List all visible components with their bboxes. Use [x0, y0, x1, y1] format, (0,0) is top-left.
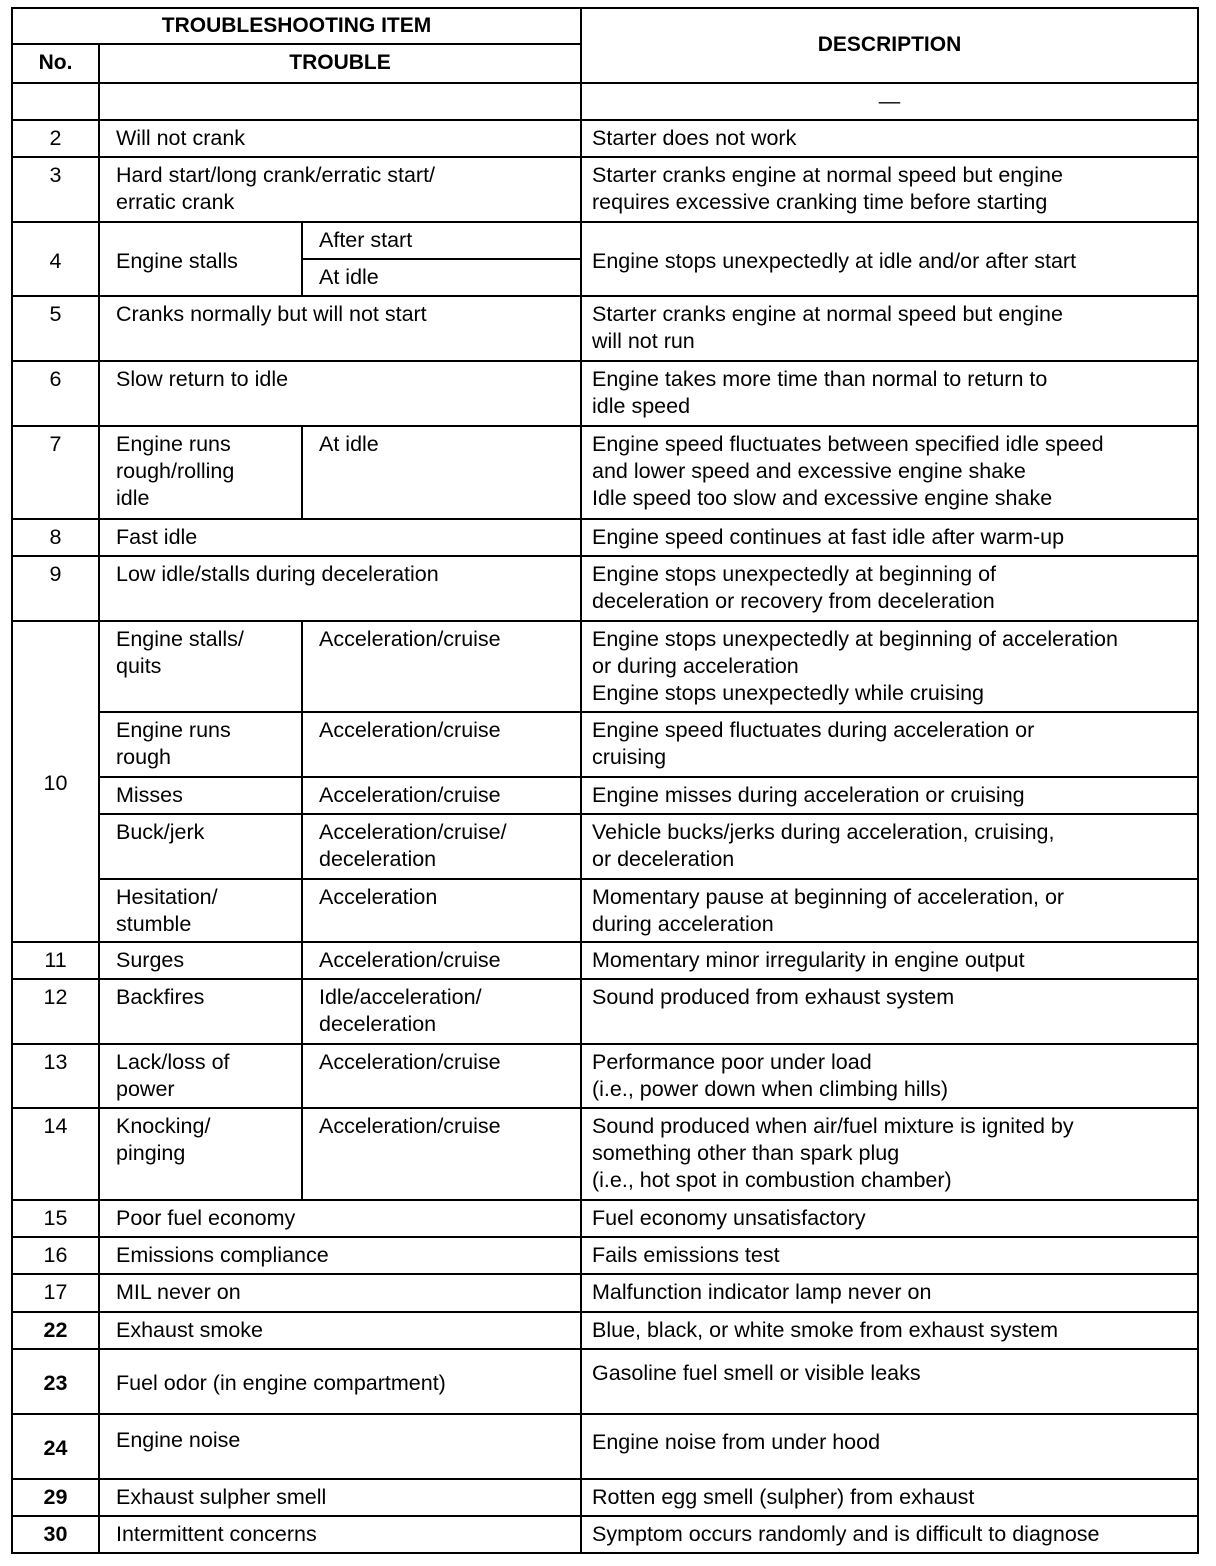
trouble-cell: Engine runs rough [99, 712, 302, 777]
table-row [12, 361, 1198, 426]
table-row [12, 222, 1198, 259]
table-row [12, 83, 1198, 120]
trouble-cell: Engine runs rough/rolling idle [99, 426, 302, 519]
table-row [12, 814, 1198, 879]
description-cell: Engine noise from under hood [581, 1414, 1198, 1479]
row-number: 30 [12, 1516, 99, 1553]
description-cell: Performance poor under load (i.e., power down when climbing hills) [581, 1044, 1198, 1108]
description-cell: Momentary minor irregularity in engine output [581, 942, 1198, 979]
row-number: 4 [12, 222, 99, 296]
row-number: 6 [12, 361, 99, 426]
row-number: 22 [12, 1312, 99, 1349]
condition-cell: At idle [302, 259, 581, 296]
description-cell: Vehicle bucks/jerks during acceleration, cruising, or deceleration [581, 814, 1198, 879]
condition-cell: Acceleration/cruise [302, 777, 581, 814]
description-cell: Engine speed continues at fast idle after warm-up [581, 519, 1198, 556]
table-row [12, 426, 1198, 519]
row-number: 13 [12, 1044, 99, 1108]
description-cell: Engine stops unexpectedly at beginning of deceleration or recovery from deceleration [581, 556, 1198, 621]
description-cell: Rotten egg smell (sulpher) from exhaust [581, 1479, 1198, 1516]
row-number: 29 [12, 1479, 99, 1516]
description-cell: — [581, 83, 1198, 120]
description-cell: Starter cranks engine at normal speed but engine will not run [581, 296, 1198, 361]
table-row [12, 1237, 1198, 1274]
description-cell: Engine speed fluctuates during acceleration or cruising [581, 712, 1198, 777]
condition-cell: Acceleration/cruise/ deceleration [302, 814, 581, 879]
trouble-cell: Misses [99, 777, 302, 814]
description-cell: Blue, black, or white smoke from exhaust system [581, 1312, 1198, 1349]
table-row [12, 1108, 1198, 1200]
table-row [12, 1200, 1198, 1237]
table-row [12, 879, 1198, 942]
row-number: 11 [12, 942, 99, 979]
condition-cell: Acceleration/cruise [302, 1044, 581, 1108]
trouble-cell: Exhaust sulpher smell [99, 1479, 581, 1516]
condition-cell: After start [302, 222, 581, 259]
description-cell: Engine takes more time than normal to return to idle speed [581, 361, 1198, 426]
trouble-cell: Exhaust smoke [99, 1312, 581, 1349]
trouble-cell: Fast idle [99, 519, 581, 556]
trouble-header: TROUBLE [99, 44, 581, 83]
trouble-cell: Low idle/stalls during deceleration [99, 556, 581, 621]
row-number: 7 [12, 426, 99, 519]
condition-cell: Acceleration/cruise [302, 712, 581, 777]
row-number: 2 [12, 120, 99, 157]
trouble-cell: Buck/jerk [99, 814, 302, 879]
table-row [12, 1414, 1198, 1479]
trouble-cell: Poor fuel economy [99, 1200, 581, 1237]
trouble-cell: Engine stalls/ quits [99, 621, 302, 712]
trouble-cell: Will not crank [99, 120, 581, 157]
trouble-cell: Emissions compliance [99, 1237, 581, 1274]
row-number: 3 [12, 157, 99, 222]
row-number: 5 [12, 296, 99, 361]
condition-cell: At idle [302, 426, 581, 519]
row-number: 23 [12, 1349, 99, 1414]
table-row [12, 296, 1198, 361]
description-cell: Fails emissions test [581, 1237, 1198, 1274]
description-cell: Malfunction indicator lamp never on [581, 1274, 1198, 1312]
trouble-cell: Fuel odor (in engine compartment) [99, 1349, 581, 1414]
description-cell: Engine stops unexpectedly at beginning of acceleration or during acceleration Engine stops unexpectedly while cruising [581, 621, 1198, 712]
table-row [12, 942, 1198, 979]
description-cell: Engine stops unexpectedly at idle and/or after start [581, 222, 1198, 296]
no-header: No. [12, 44, 99, 83]
trouble-cell: Engine stalls [99, 222, 302, 296]
trouble-cell [99, 83, 581, 120]
description-cell: Engine misses during acceleration or cruising [581, 777, 1198, 814]
table-row [12, 1516, 1198, 1553]
description-cell: Gasoline fuel smell or visible leaks [581, 1349, 1198, 1414]
description-cell: Sound produced when air/fuel mixture is ignited by something other than spark plug (i.e., hot spot in combustion chamber) [581, 1108, 1198, 1200]
table-row [12, 1479, 1198, 1516]
trouble-cell: Surges [99, 942, 302, 979]
row-number: 16 [12, 1237, 99, 1274]
condition-cell: Acceleration [302, 879, 581, 942]
troubleshooting-item-header: TROUBLESHOOTING ITEM [12, 8, 581, 44]
row-number: 15 [12, 1200, 99, 1237]
row-number: 24 [12, 1414, 99, 1479]
table-row [12, 120, 1198, 157]
description-header: DESCRIPTION [581, 8, 1198, 83]
description-cell: Sound produced from exhaust system [581, 979, 1198, 1044]
trouble-cell: MIL never on [99, 1274, 581, 1312]
description-cell: Engine speed fluctuates between specified idle speed and lower speed and excessive engine shake Idle speed too slow and excessive engine shake [581, 426, 1198, 519]
description-cell: Fuel economy unsatisfactory [581, 1200, 1198, 1237]
row-number: 14 [12, 1108, 99, 1200]
description-cell: Starter cranks engine at normal speed but engine requires excessive cranking time before starting [581, 157, 1198, 222]
trouble-cell: Knocking/ pinging [99, 1108, 302, 1200]
trouble-cell: Hesitation/ stumble [99, 879, 302, 942]
row-number: 10 [12, 621, 99, 942]
table-row [12, 712, 1198, 777]
troubleshooting-table [11, 7, 1199, 1554]
trouble-cell: Hard start/long crank/erratic start/ erratic crank [99, 157, 581, 222]
trouble-cell: Lack/loss of power [99, 1044, 302, 1108]
table-row [12, 1349, 1198, 1414]
description-cell: Starter does not work [581, 120, 1198, 157]
row-number: 17 [12, 1274, 99, 1312]
row-number: 8 [12, 519, 99, 556]
condition-cell: Acceleration/cruise [302, 621, 581, 712]
condition-cell: Idle/acceleration/ deceleration [302, 979, 581, 1044]
row-number [12, 83, 99, 120]
row-number: 9 [12, 556, 99, 621]
table-row [12, 1274, 1198, 1312]
table-row [12, 979, 1198, 1044]
trouble-cell: Engine noise [99, 1414, 581, 1479]
condition-cell: Acceleration/cruise [302, 1108, 581, 1200]
trouble-cell: Backfires [99, 979, 302, 1044]
trouble-cell: Intermittent concerns [99, 1516, 581, 1553]
table-row [12, 621, 1198, 712]
table-row [12, 1312, 1198, 1349]
row-number: 12 [12, 979, 99, 1044]
description-cell: Momentary pause at beginning of acceleration, or during acceleration [581, 879, 1198, 942]
table-row [12, 556, 1198, 621]
description-cell: Symptom occurs randomly and is difficult to diagnose [581, 1516, 1198, 1553]
trouble-cell: Cranks normally but will not start [99, 296, 581, 361]
table-row [12, 157, 1198, 222]
table-row [12, 519, 1198, 556]
condition-cell: Acceleration/cruise [302, 942, 581, 979]
table-row [12, 1044, 1198, 1108]
trouble-cell: Slow return to idle [99, 361, 581, 426]
table-row [12, 777, 1198, 814]
